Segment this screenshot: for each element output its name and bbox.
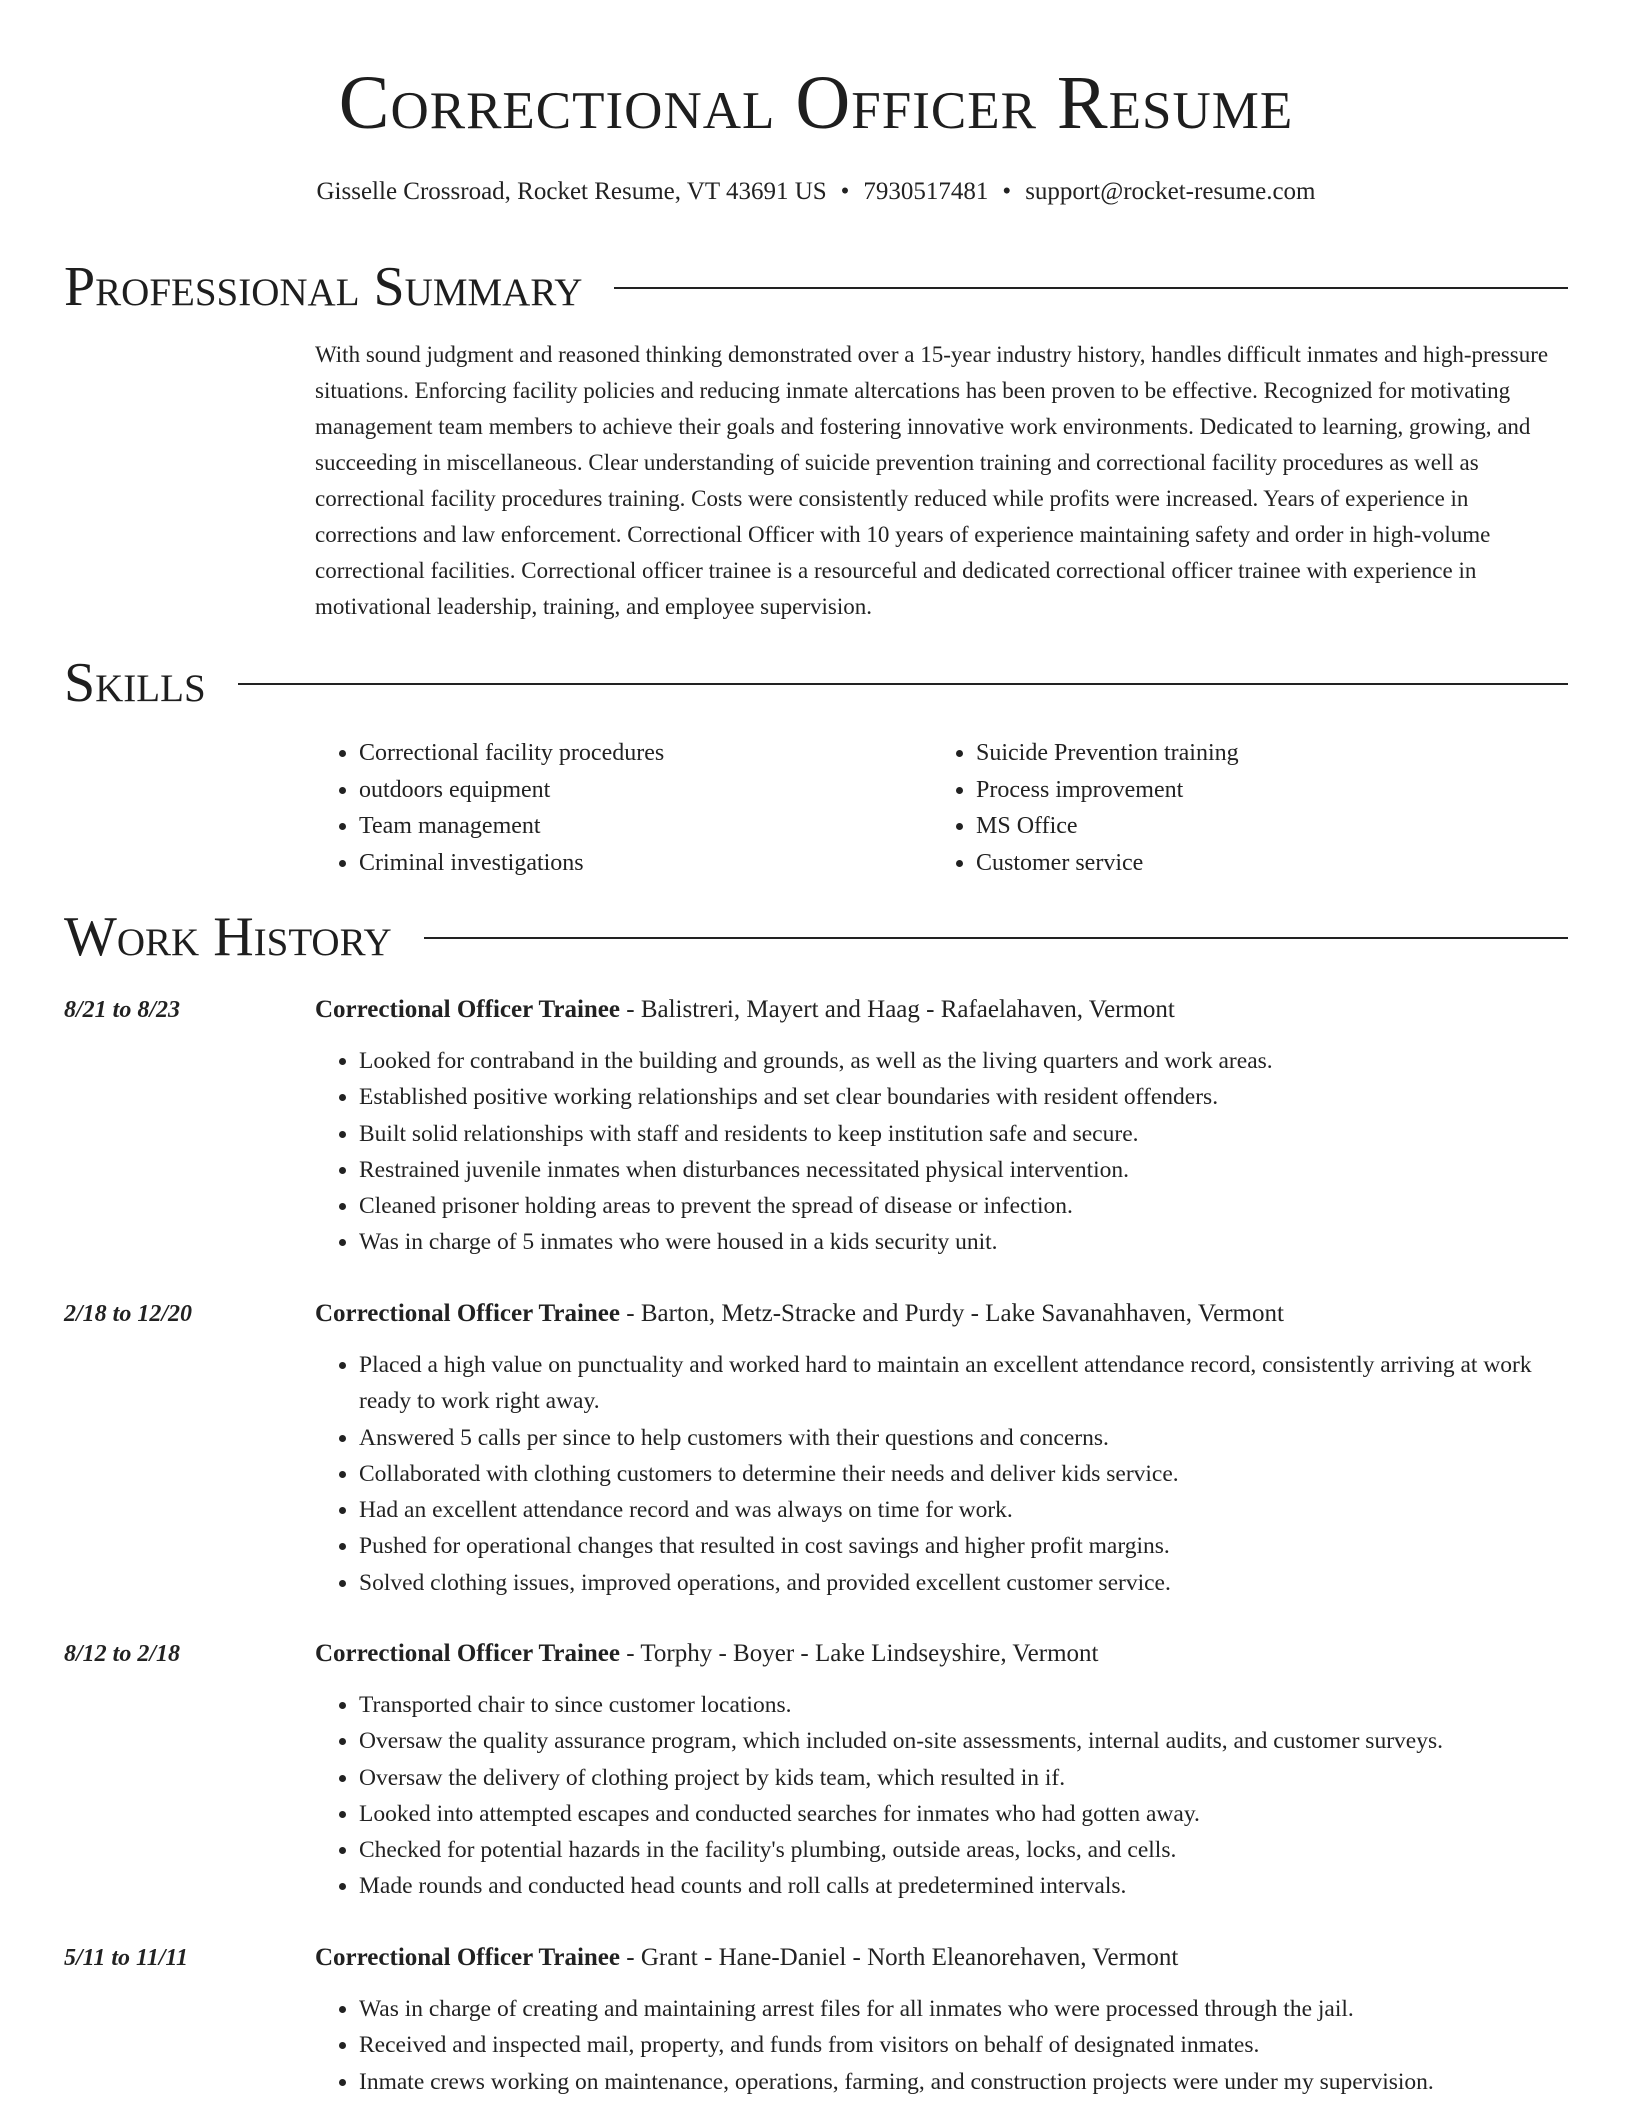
job-title-line [315, 1637, 1098, 1671]
job-title-line [315, 1941, 1178, 1975]
skill-item: • Correctional facility procedures [359, 735, 932, 772]
job-bullet: • Cleaned prisoner holding areas to prevent the spread of disease or infection. [359, 1188, 1570, 1224]
skills-column-right [932, 735, 1549, 881]
job-bullet: • Looked into attempted escapes and conducted searches for inmates who had gotten away. [359, 1796, 1570, 1832]
contact-phone: 7930517481 [863, 178, 989, 205]
job-bullet: • Oversaw the delivery of clothing project by kids team, which resulted in if. [359, 1760, 1570, 1796]
skill-item: • Suicide Prevention training [976, 735, 1549, 772]
job-title-line [315, 993, 1175, 1027]
resume-title: Correctional Officer Resume [338, 61, 1294, 145]
job-bullet: • Pushed for operational changes that resulted in cost savings and higher profit margins. [359, 1528, 1570, 1564]
job-employer: - Torphy - Boyer - Lake Lindseyshire, Vermont [620, 1640, 1099, 1667]
job-bullet: • Placed a high value on punctuality and worked hard to maintain an excellent attendance record, consistently arriving at work ready to work right away. [359, 1347, 1570, 1420]
section-divider [238, 683, 1568, 685]
job-bullets [315, 1347, 1570, 1601]
job-dates: 8/12 to 2/18 [64, 1641, 181, 1667]
job-role: Correctional Officer Trainee [315, 996, 620, 1023]
contact-line [0, 175, 1632, 209]
job-bullet: • Was in charge of 5 inmates who were housed in a kids security unit. [359, 1224, 1570, 1260]
summary-text: With sound judgment and reasoned thinking demonstrated over a 15-year industry history, handles difficult inmates and high-pressure situations. Enforcing facility policies and reducing inmate altercations has been proven to be effective. Recognized for motivating management team members to achieve their goals and fostering innovative work environments. Dedicated to learning, growing, and succeeding in miscellaneous. Clear understanding of suicide prevention training and correctional facility procedures as well as correctional facility procedures training. Costs were consistently reduced while profits were increased. Years of experience in corrections and law enforcement. Correctional Officer with 10 years of experience maintaining safety and order in high-volume correctional facilities. Correctional officer trainee is a resourceful and dedicated correctional officer trainee with experience in motivational leadership, training, and employee supervision. [315, 342, 1549, 619]
skill-item: • Criminal investigations [359, 845, 932, 882]
job-bullet: • Received and inspected mail, property, and funds from visitors on behalf of designated inmates. [359, 2027, 1570, 2063]
skill-item: • Customer service [976, 845, 1549, 882]
work-heading: Work History [64, 906, 392, 968]
job-dates: 2/18 to 12/20 [64, 1301, 193, 1327]
job-bullet: • Had an excellent attendance record and was always on time for work. [359, 1492, 1570, 1528]
skills-section-header [64, 651, 1568, 715]
contact-address: Gisselle Crossroad, Rocket Resume, VT 43691 US [316, 178, 827, 205]
skill-item: • Team management [359, 808, 932, 845]
summary-section-header [64, 255, 1568, 319]
skill-item: • Process improvement [976, 772, 1549, 809]
job-employer: - Balistreri, Mayert and Haag - Rafaelahaven, Vermont [620, 996, 1175, 1023]
section-divider [424, 937, 1568, 939]
contact-separator: • [1002, 178, 1012, 205]
work-section-header [64, 905, 1568, 969]
job-bullet: • Solved clothing issues, improved operations, and provided excellent customer service. [359, 1565, 1570, 1601]
summary-heading: Professional Summary [64, 256, 583, 318]
job-title-line [315, 1297, 1284, 1331]
job-bullet: • Restrained juvenile inmates when disturbances necessitated physical intervention. [359, 1152, 1570, 1188]
section-divider [614, 287, 1568, 289]
job-bullet: • Built solid relationships with staff and residents to keep institution safe and secure. [359, 1116, 1570, 1152]
job-dates: 8/21 to 8/23 [64, 997, 181, 1023]
job-role: Correctional Officer Trainee [315, 1300, 620, 1327]
skills-list [315, 735, 1570, 881]
contact-separator: • [840, 178, 850, 205]
skills-column-left [315, 735, 932, 881]
job-bullet: • Transported chair to since customer locations. [359, 1687, 1570, 1723]
job-bullet: • Established positive working relationships and set clear boundaries with resident offenders. [359, 1079, 1570, 1115]
job-bullets [315, 1043, 1570, 1261]
skill-item: • outdoors equipment [359, 772, 932, 809]
skills-heading: Skills [64, 652, 206, 714]
job-bullet: • Inmate crews working on maintenance, operations, farming, and construction projects were under my supervision. [359, 2064, 1570, 2100]
job-employer: - Grant - Hane-Daniel - North Eleanorehaven, Vermont [620, 1944, 1179, 1971]
job-dates: 5/11 to 11/11 [64, 1945, 189, 1971]
job-bullets [315, 1687, 1570, 1905]
job-role: Correctional Officer Trainee [315, 1944, 620, 1971]
job-bullet: • Checked for potential hazards in the facility's plumbing, outside areas, locks, and cells. [359, 1832, 1570, 1868]
job-bullet: • Answered 5 calls per since to help customers with their questions and concerns. [359, 1420, 1570, 1456]
job-bullets [315, 1991, 1570, 2100]
job-bullet: • Collaborated with clothing customers to determine their needs and deliver kids service. [359, 1456, 1570, 1492]
job-bullet: • Looked for contraband in the building and grounds, as well as the living quarters and work areas. [359, 1043, 1570, 1079]
job-bullet: • Was in charge of creating and maintaining arrest files for all inmates who were processed through the jail. [359, 1991, 1570, 2027]
job-role: Correctional Officer Trainee [315, 1640, 620, 1667]
skill-item: • MS Office [976, 808, 1549, 845]
job-employer: - Barton, Metz-Stracke and Purdy - Lake Savanahhaven, Vermont [620, 1300, 1284, 1327]
job-bullet: • Made rounds and conducted head counts and roll calls at predetermined intervals. [359, 1868, 1570, 1904]
contact-email: support@rocket-resume.com [1025, 178, 1316, 205]
job-bullet: • Oversaw the quality assurance program, which included on-site assessments, internal audits, and customer surveys. [359, 1723, 1570, 1759]
